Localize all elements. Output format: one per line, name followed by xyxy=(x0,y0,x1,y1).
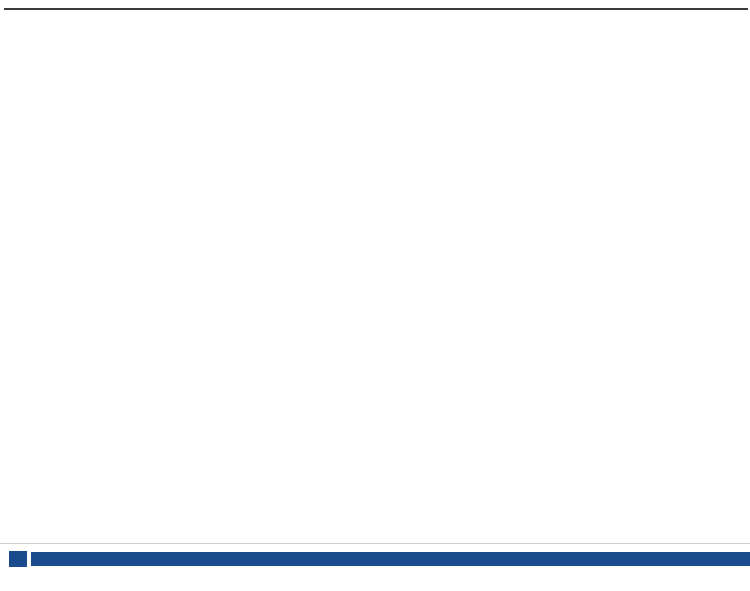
datasheet-page xyxy=(0,0,750,27)
footer-divider xyxy=(0,543,750,544)
page-footer xyxy=(0,543,750,570)
logo-bar xyxy=(31,552,750,566)
advantech-logo xyxy=(9,551,27,567)
logo-row xyxy=(0,551,750,567)
sfp-spec-table xyxy=(4,8,748,10)
